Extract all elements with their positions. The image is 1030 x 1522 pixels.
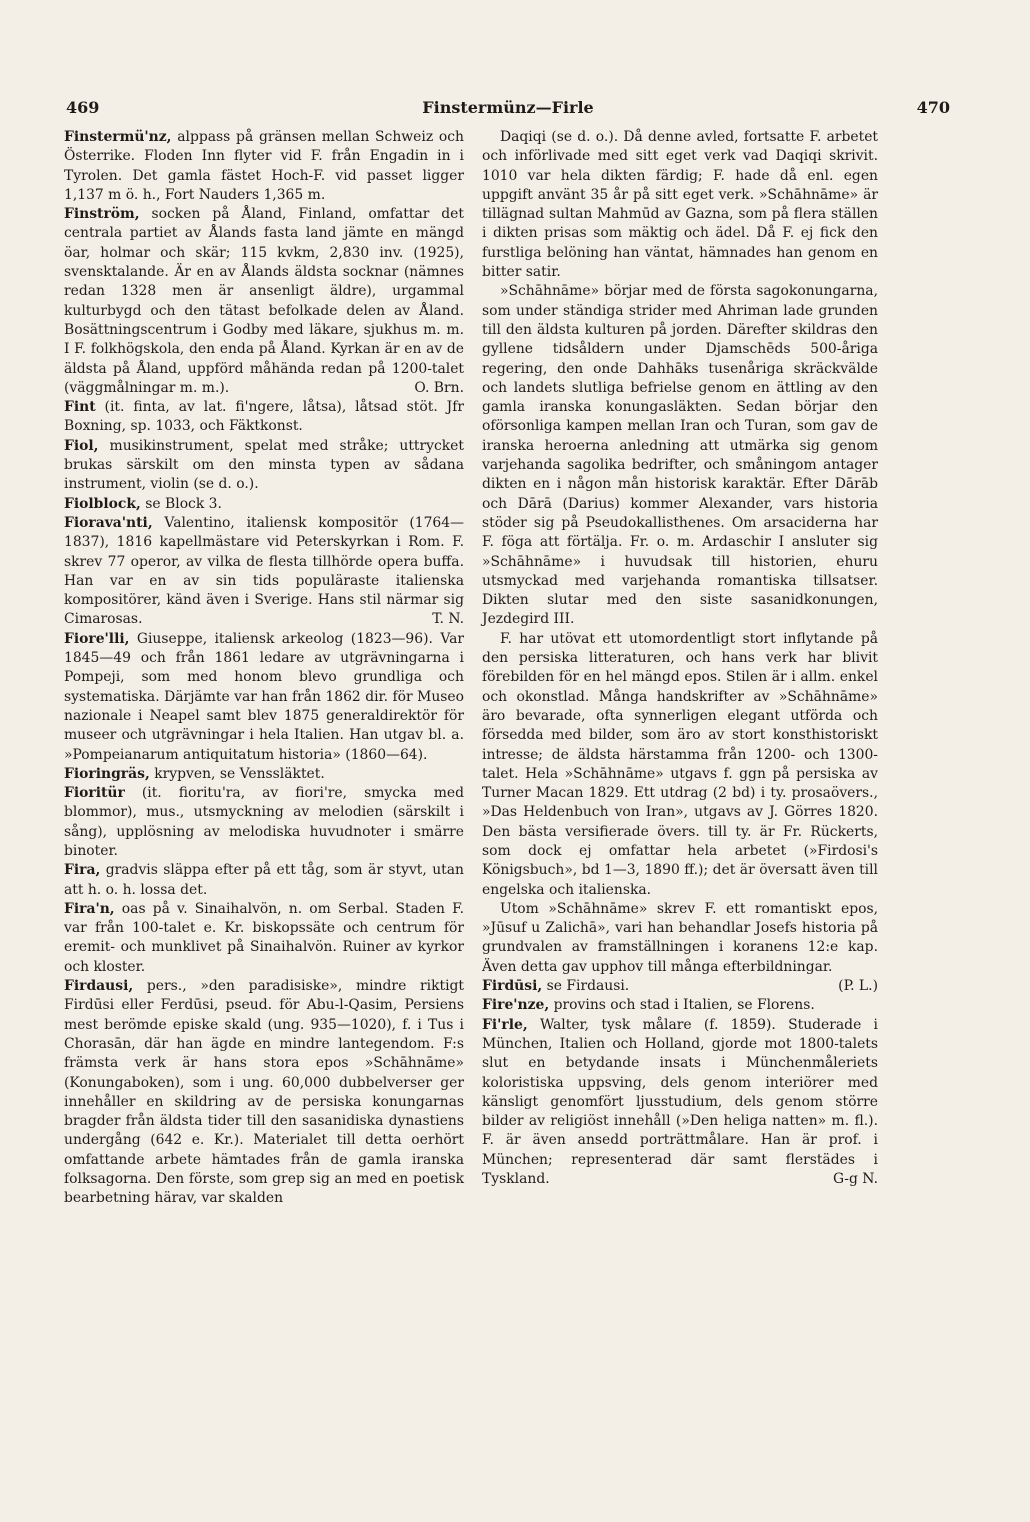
- author-signature: G-g N.: [832, 1171, 878, 1188]
- entry-headword: Fioritür: [64, 785, 125, 802]
- article-entry: [482, 977, 878, 996]
- article-entry: [64, 861, 464, 900]
- entry-headword: Fire'nze,: [482, 997, 550, 1014]
- article-entry: [64, 630, 464, 765]
- entry-text: (it. finta, av lat. fi'ngere, låtsa), låtsad stöt. Jfr Boxning, sp. 1033, och Fäktkonst.: [64, 399, 464, 435]
- right-page-number: 470: [916, 98, 950, 117]
- left-page-number: 469: [66, 98, 100, 117]
- entry-headword: Finstermü'nz,: [64, 129, 172, 145]
- entry-text: musikinstrument, spelat med stråke; uttrycket brukas särskilt om den minsta typen av sådana instrument, violin (se d. o.).: [64, 437, 464, 493]
- entry-text: F. har utövat ett utomordentligt stort inflytande på den persiska litteraturen, och hans verk har blivit förebilden för en hel mängd epos. Stilen är i allm. enkel och okonstlad. Många handskrifter av »Schāhnāme» äro bevarade, ofta synnerligen elegant utförda och försedda med bilder, som äro av stort konsthistoriskt intresse; de äldsta härstamma från 1200- och 1300-talet. Hela »Schāhnāme» utgavs f. ggn på persiska av Turner Macan 1829. Ett utdrag (2 bd) i ty. prosaövers., »Das Heldenbuch von Iran», utgavs av J. Görres 1820. Den bästa versifierade övers. till ty. är Fr. Rückerts, som dock ej omfattar hela arbetet (»Firdosi's Königsbuch», bd 1—3, 1890 ff.); det är översatt även till engelska och italienska.: [482, 630, 878, 898]
- entry-headword: Fiore'lli,: [64, 630, 130, 647]
- article-entry: [64, 514, 464, 630]
- entry-text: socken på Åland, Finland, omfattar det centrala partiet av Ålands fasta land jämte en mängd öar, holmar och skär; 115 kvkm, 2,830 inv. (1925), svensktalande. Är en av Ålands äldsta socknar (nämnes redan 1328 men är ansenligt äldre), urgammal kulturbygd och den tätast befolkade delen av Åland. Bosättningscentrum i Godby med läkare, sjukhus m. m. I F. folkhögskola, den enda på Åland. Kyrkan är en av de äldsta på Åland, uppförd måhända redan på 1200-talet (väggmålningar m. m.).: [64, 206, 464, 396]
- entry-headword: Fioringräs,: [64, 765, 150, 782]
- entry-text: Walter, tysk målare (f. 1859). Studerade i München, Italien och Holland, gjorde mot 1800-talets slut en betydande insats i Münchenmåleriets koloristiska uppsving, dels genom interiörer med känsligt genomfört ljusstudium, dels genom större bilder av religiöst innehåll (»Den heliga natten» m. fl.). F. är även ansedd porträttmålare. Han är prof. i München; representerad där samt flerstädes i Tyskland.: [482, 1016, 878, 1188]
- entry-headword: Firdūsi,: [482, 978, 543, 995]
- article-entry: [482, 630, 878, 900]
- article-entry: [64, 398, 464, 437]
- author-signature: (P. L.): [838, 978, 878, 995]
- article-entry: [64, 437, 464, 495]
- entry-text: Valentino, italiensk kompositör (1764—1837), 1816 kapellmästare vid Peterskyrkan i Rom. F. skrev 77 operor, av vilka de flesta tillhörde opera buffa. Han var en av sin tids populäraste italienska kompositörer, känd även i Sverige. Hans stil närmar sig Cimarosas.: [64, 514, 464, 628]
- entry-headword: Fira'n,: [64, 900, 115, 917]
- entry-text: krypven, se Venssläktet.: [149, 765, 325, 782]
- page-header: [66, 98, 950, 122]
- article-entry: [482, 1016, 878, 1190]
- entry-headword: Firdausi,: [64, 978, 134, 995]
- entry-text: provins och stad i Italien, se Florens.: [549, 997, 815, 1014]
- entry-headword: Fira,: [64, 862, 101, 879]
- article-entry: [64, 977, 464, 1209]
- entry-text: Utom »Schāhnāme» skrev F. ett romantiskt epos, »Jūsuf u Zalichā», vari han behandlar Josefs historia på grundvalen av framställningen i koranens 12:e kap. Även detta gav upphov till många efterbildningar.: [482, 900, 878, 975]
- entry-text: (it. fioritu'ra, av fiori're, smycka med blommor), mus., utsmyckning av melodien (särskilt i sång), upplösning av melodiska huvudnoter i smärre binoter.: [64, 785, 464, 859]
- entry-headword: Fiorava'nti,: [64, 514, 153, 531]
- entry-text: se Block 3.: [140, 495, 222, 512]
- left-column: [64, 128, 464, 1209]
- entry-headword: Finström,: [64, 206, 140, 223]
- entry-headword: Fiol,: [64, 437, 99, 454]
- entry-text: Daqiqi (se d. o.). Då denne avled, fortsatte F. arbetet och införlivade med sitt eget verk vad Daqiqi skrivit. 1010 var hela dikten färdig; F. hade då enl. egen uppgift använt 35 år på sitt eget verk. »Schāhnāme» är tillägnad sultan Mahmūd av Gazna, som på flera ställen i dikten prisas som mäktig och ädel. Då F. ej fick den furstliga belöning han väntat, hämnades han genom en bitter satir.: [482, 129, 878, 281]
- entry-text: alppass på gränsen mellan Schweiz och Österrike. Floden Inn flyter vid F. från Engadin in i Tyrolen. Det gamla fästet Hoch-F. vid passet ligger 1,137 m ö. h., Fort Nauders 1,365 m.: [64, 129, 464, 203]
- author-signature: T. N.: [432, 611, 464, 628]
- entry-headword: Fi'rle,: [482, 1016, 528, 1033]
- entry-text: gradvis släppa efter på ett tåg, som är styvt, utan att h. o. h. lossa det.: [64, 862, 464, 898]
- running-title: Finstermünz—Firle: [422, 98, 594, 117]
- article-entry: [64, 128, 464, 205]
- article-entry: [482, 996, 878, 1015]
- right-column: [482, 128, 878, 1189]
- entry-headword: Fiolblock,: [64, 495, 141, 512]
- author-signature: O. Brn.: [414, 379, 464, 396]
- entry-text: pers., »den paradisiske», mindre riktigt Firdūsi eller Ferdūsi, pseud. för Abu-l-Qasim, Persiens mest berömde episke skald (ung. 935—1020), f. i Tus i Chorasān, där han ägde en mindre lantegendom. F:s främsta verk är hans stora epos »Schāhnāme» (Konungaboken), som i ung. 60,000 dubbelverser ger innehåller en skildring av de persiska konungarnas bragder från äldsta tider till den sasanidiska dynastiens undergång (642 e. Kr.). Materialet till detta oerhört omfattande arbete hämtades från de gamla iranska folksagorna. Den förste, som grep sig an med en poetisk bearbetning härav, var skalden: [64, 978, 464, 1207]
- entry-text: oas på v. Sinaihalvön, n. om Serbal. Staden F. var från 100-talet e. Kr. biskopssäte och centrum för eremit- och munklivet på Sinaihalvön. Ruiner av kyrkor och kloster.: [64, 900, 464, 975]
- article-entry: [482, 282, 878, 629]
- article-entry: [482, 128, 878, 282]
- entry-text: Giuseppe, italiensk arkeolog (1823—96). Var 1845—49 och från 1861 ledare av utgrävningarna i Pompeji, som med honom blevo grundliga och systematiska. Därjämte var han från 1862 dir. för Museo nazionale i Neapel samt blev 1875 generaldirektör för museer och utgrävningar i hela Italien. Han utgav bl. a. »Pompeianarum antiquitatum historia» (1860—64).: [64, 630, 464, 763]
- article-entry: [64, 784, 464, 861]
- article-entry: [64, 495, 464, 514]
- entry-text: se Firdausi.: [542, 978, 630, 995]
- article-entry: [64, 765, 464, 784]
- entry-text: »Schāhnāme» börjar med de första sagokonungarna, som under ständiga strider med Ahriman lade grunden till den äldsta kulturen på jorden. Därefter skildras den gyllene tidsåldern under Djamschēds 500-åriga regering, den onde Dahhāks tusenåriga skräckvälde och landets slutliga befrielse genom en ättling av den gamla iranska konungasläkten. Sedan börjar den oförsonliga kampen mellan Iran och Turan, som gav de iranska heroerna anledning att utmärka sig genom varjehanda sagolika bedrifter, och småningom antager dikten en i någon mån historisk karaktär. Efter Dārāb och Dārā (Darius) kommer Alexander, vars historia stöder sig på Pseudokallisthenes. Om arsaciderna har F. föga att förtälja. Fr. o. m. Ardaschir I ansluter sig »Schāhnāme» i huvudsak till historien, ehuru utsmyckad med varjehanda romantiska tillsatser. Dikten slutar med den siste sasanidkonungen, Jezdegird III.: [482, 283, 878, 628]
- entry-headword: Fint: [64, 399, 96, 416]
- article-entry: [64, 900, 464, 977]
- article-entry: [64, 205, 464, 398]
